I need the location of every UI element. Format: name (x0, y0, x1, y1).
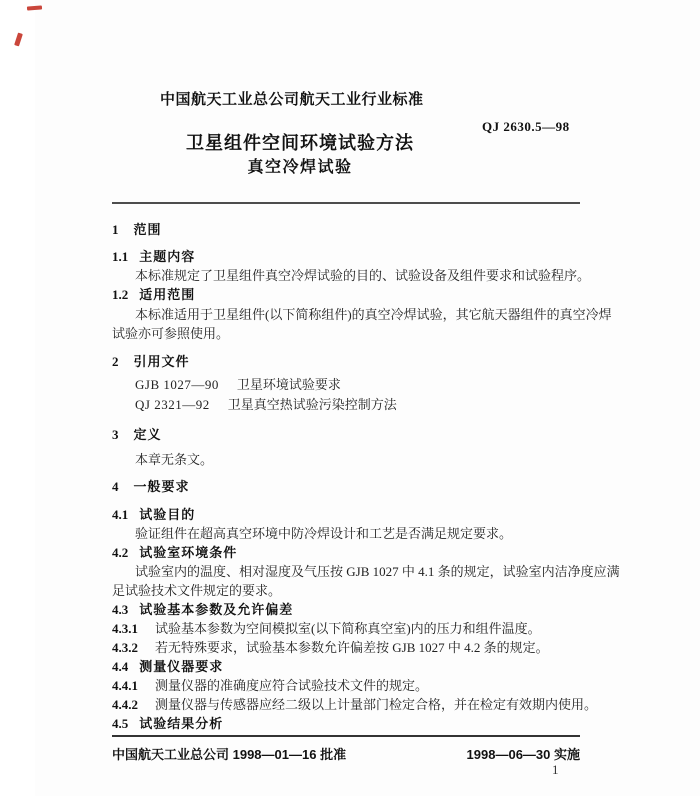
section-number: 1 (112, 222, 119, 237)
section-heading (112, 657, 594, 676)
scan-margin (0, 0, 35, 796)
section-label: 适用范围 (139, 287, 196, 302)
paragraph-line: 足试验技术文件规定的要求。 (112, 583, 282, 598)
section-number: 4 (112, 479, 119, 494)
clause-number: 4.4.2 (112, 697, 138, 712)
paragraph (112, 562, 620, 600)
section-label: 定义 (133, 427, 162, 442)
title-line-2: 真空冷焊试验 (247, 159, 353, 176)
section-label: 试验室环境条件 (139, 545, 238, 560)
paragraph: 本标准规定了卫星组件真空冷焊试验的目的、试验设备及组件要求和试验程序。 (135, 268, 591, 283)
section-number: 4.2 (112, 545, 129, 560)
section-number: 4.5 (112, 716, 129, 731)
paragraph: 本章无条文。 (135, 452, 214, 467)
clause-item (112, 695, 598, 714)
reference-code: GJB 1027—90 (135, 377, 219, 392)
clause-item (112, 638, 594, 657)
section-label: 引用文件 (133, 354, 190, 369)
footer (112, 744, 580, 763)
red-pen-mark (27, 5, 42, 10)
clause-item (112, 619, 594, 638)
reference-title: 卫星环境试验要求 (236, 377, 341, 392)
clause-text: 测量仪器的准确度应符合试验技术文件的规定。 (155, 678, 429, 693)
section-heading (112, 477, 594, 496)
paragraph-line: 本标准适用于卫星组件(以下简称组件)的真空冷焊试验，其它航天器组件的真空冷焊 (135, 307, 612, 322)
section-heading (112, 220, 594, 239)
section-number: 1.2 (112, 287, 129, 302)
clause-text: 若无特殊要求，试验基本参数允许偏差按 GJB 1027 中 4.2 条的规定。 (155, 640, 549, 655)
section-label: 测量仪器要求 (139, 659, 224, 674)
reference-item (135, 395, 594, 414)
clause-text: 测量仪器与传感器应经二级以上计量部门检定合格，并在检定有效期内使用。 (155, 697, 598, 712)
approval-info: 中国航天工业总公司 1998—01—16 批准 (112, 747, 347, 762)
section-label: 主题内容 (139, 249, 196, 264)
paragraph (112, 305, 612, 343)
section-heading (112, 543, 594, 562)
paragraph-line: 试验亦可参照使用。 (112, 326, 230, 341)
section-number: 4.1 (112, 507, 129, 522)
section-heading (112, 600, 594, 619)
header-rule (112, 202, 580, 204)
section-number: 4.4 (112, 659, 129, 674)
section-heading (112, 352, 594, 371)
paragraph-line: 试验室内的温度、相对湿度及气压按 GJB 1027 中 4.1 条的规定，试验室内洁净度应满 (135, 564, 620, 579)
clause-number: 4.4.1 (112, 678, 138, 693)
section-heading (112, 247, 594, 266)
standard-org-header: 中国航天工业总公司航天工业行业标准 (160, 91, 424, 108)
section-heading (112, 285, 594, 304)
document-body (112, 220, 620, 733)
document-title (110, 131, 490, 180)
implementation-info: 1998—06—30 实施 (466, 747, 580, 762)
section-label: 试验目的 (139, 507, 196, 522)
section-number: 1.1 (112, 249, 129, 264)
section-number: 2 (112, 354, 119, 369)
clause-number: 4.3.2 (112, 640, 138, 655)
section-label: 试验基本参数及允许偏差 (139, 602, 294, 617)
paragraph: 验证组件在超高真空环境中防冷焊设计和工艺是否满足规定要求。 (135, 526, 513, 541)
title-line-1: 卫星组件空间环境试验方法 (186, 133, 414, 153)
standard-number: QJ 2630.5—98 (482, 119, 570, 134)
section-label: 试验结果分析 (139, 716, 224, 731)
section-heading (112, 714, 594, 733)
page-number: 1 (552, 762, 559, 777)
footer-rule (112, 735, 580, 737)
reference-item (135, 375, 594, 394)
section-heading (112, 425, 594, 444)
reference-code: QJ 2321—92 (135, 397, 210, 412)
reference-title: 卫星真空热试验污染控制方法 (227, 397, 397, 412)
section-number: 3 (112, 427, 119, 442)
clause-text: 试验基本参数为空间模拟室(以下简称真空室)内的压力和组件温度。 (155, 621, 541, 636)
section-heading (112, 505, 594, 524)
clause-number: 4.3.1 (112, 621, 138, 636)
section-label: 一般要求 (133, 479, 190, 494)
clause-item (112, 676, 594, 695)
section-label: 范围 (133, 222, 162, 237)
section-number: 4.3 (112, 602, 129, 617)
